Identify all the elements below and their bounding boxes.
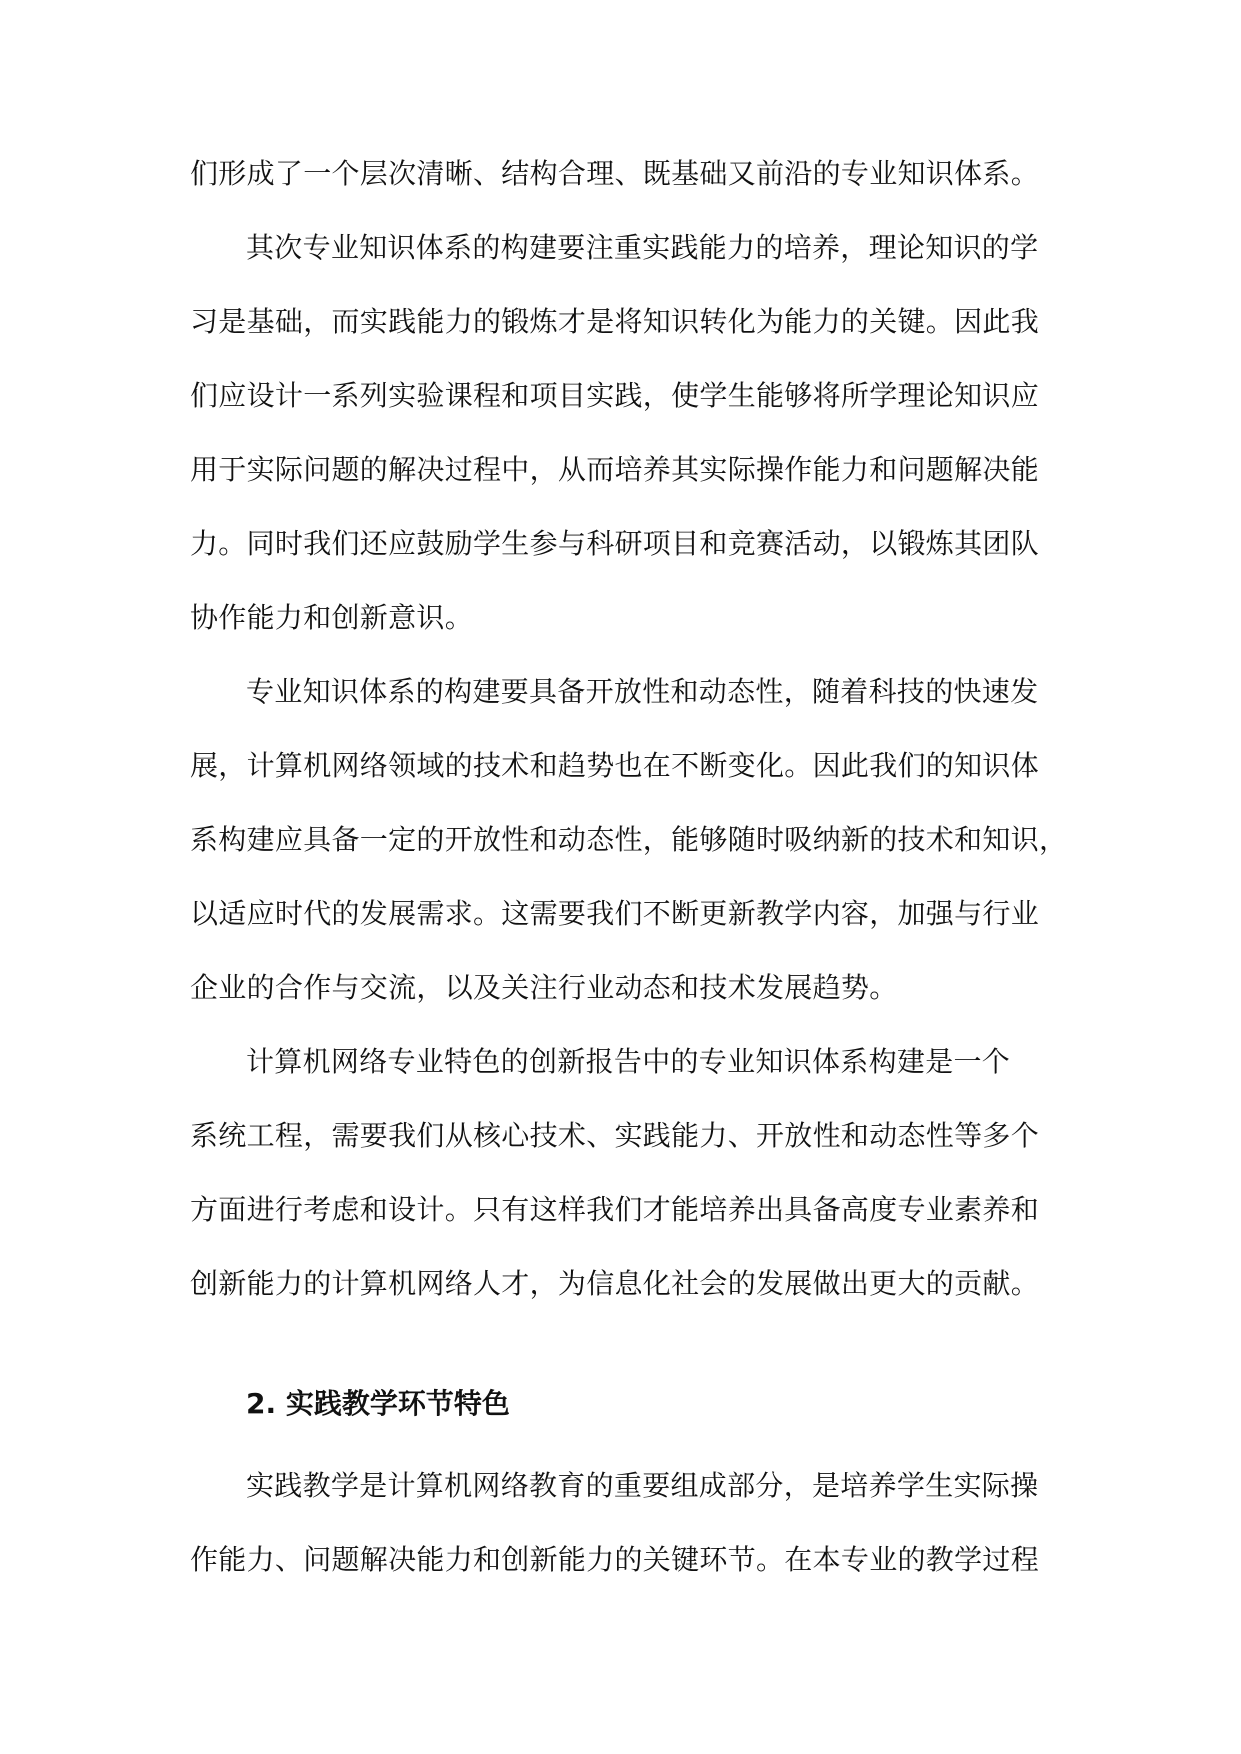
- paragraph-line: 其次专业知识体系的构建要注重实践能力的培养，理论知识的学: [246, 231, 1039, 264]
- paragraph-line: 创新能力的计算机网络人才，为信息化社会的发展做出更大的贡献。: [190, 1267, 1040, 1300]
- paragraph-line: 习是基础，而实践能力的锻炼才是将知识转化为能力的关键。因此我: [190, 305, 1040, 338]
- paragraph-line: 以适应时代的发展需求。这需要我们不断更新教学内容，加强与行业: [190, 897, 1040, 930]
- paragraph-line: 实践教学是计算机网络教育的重要组成部分，是培养学生实际操: [246, 1469, 1039, 1502]
- paragraph-line: 方面进行考虑和设计。只有这样我们才能培养出具备高度专业素养和: [190, 1193, 1040, 1226]
- paragraph-line: 展，计算机网络领域的技术和趋势也在不断变化。因此我们的知识体: [190, 749, 1040, 782]
- paragraph-line: 计算机网络专业特色的创新报告中的专业知识体系构建是一个: [246, 1045, 1011, 1078]
- paragraph-line: 们形成了一个层次清晰、结构合理、既基础又前沿的专业知识体系。: [190, 157, 1040, 190]
- paragraph-line: 系统工程，需要我们从核心技术、实践能力、开放性和动态性等多个: [190, 1119, 1040, 1152]
- paragraph-line: 用于实际问题的解决过程中，从而培养其实际操作能力和问题解决能: [190, 453, 1040, 486]
- section-heading: 2. 实践教学环节特色: [246, 1387, 510, 1420]
- paragraph-line: 系构建应具备一定的开放性和动态性，能够随时吸纳新的技术和知识，: [190, 823, 1068, 856]
- paragraph-line: 专业知识体系的构建要具备开放性和动态性，随着科技的快速发: [246, 675, 1039, 708]
- paragraph-line: 力。同时我们还应鼓励学生参与科研项目和竞赛活动，以锻炼其团队: [190, 527, 1040, 560]
- paragraph-line: 企业的合作与交流，以及关注行业动态和技术发展趋势。: [190, 971, 898, 1004]
- paragraph-line: 们应设计一系列实验课程和项目实践，使学生能够将所学理论知识应: [190, 379, 1040, 412]
- paragraph-line: 协作能力和创新意识。: [190, 601, 474, 634]
- paragraph-line: 作能力、问题解决能力和创新能力的关键环节。在本专业的教学过程: [190, 1543, 1040, 1576]
